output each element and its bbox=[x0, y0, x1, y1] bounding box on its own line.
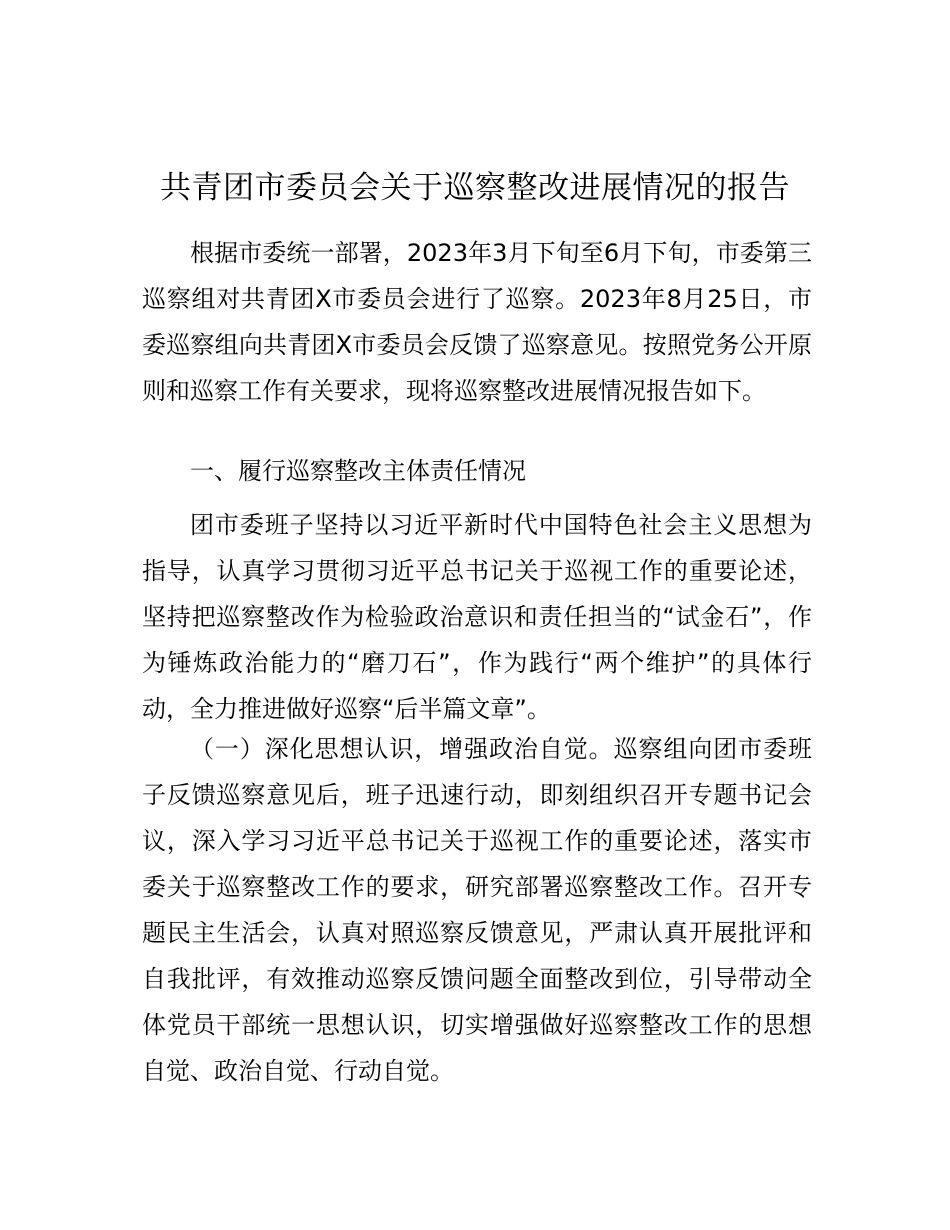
paragraph-intro-block bbox=[142, 230, 812, 414]
paragraph-intro: 根据市委统一部署，2023年3月下旬至6月下旬，市委第三巡察组对共青团X市委员会进行了巡察。2023年8月25日，市委巡察组向共青团X市委员会反馈了巡察意见。按照党务公开原则和巡察工作有关要求，现将巡察整改进展情况报告如下。 bbox=[142, 239, 812, 405]
paragraph-responsibility-block bbox=[142, 502, 812, 732]
section-heading-block bbox=[142, 448, 812, 494]
section-heading-1: 一、履行巡察整改主体责任情况 bbox=[190, 457, 526, 485]
document-title: 共青团市委员会关于巡察整改进展情况的报告 bbox=[160, 170, 790, 206]
paragraph-subsection-block bbox=[142, 726, 812, 1094]
paragraph-subsection-1: （一）深化思想认识，增强政治自觉。巡察组向团市委班子反馈巡察意见后，班子迅速行动，即刻组织召开专题书记会议，深入学习习近平总书记关于巡视工作的重要论述，落实市委关于巡察整改工作的要求，研究部署巡察整改工作。召开专题民主生活会，认真对照巡察反馈意见，严肃认真开展批评和自我批评，有效推动巡察反馈问题全面整改到位，引导带动全体党员干部统一思想认识，切实增强做好巡察整改工作的思想自觉、政治自觉、行动自觉。 bbox=[142, 735, 812, 1085]
paragraph-responsibility: 团市委班子坚持以习近平新时代中国特色社会主义思想为指导，认真学习贯彻习近平总书记关于巡视工作的重要论述，坚持把巡察整改作为检验政治意识和责任担当的“试金石”，作为锤炼政治能力的“磨刀石”，作为践行“两个维护”的具体行动，全力推进做好巡察“后半篇文章”。 bbox=[142, 511, 812, 723]
